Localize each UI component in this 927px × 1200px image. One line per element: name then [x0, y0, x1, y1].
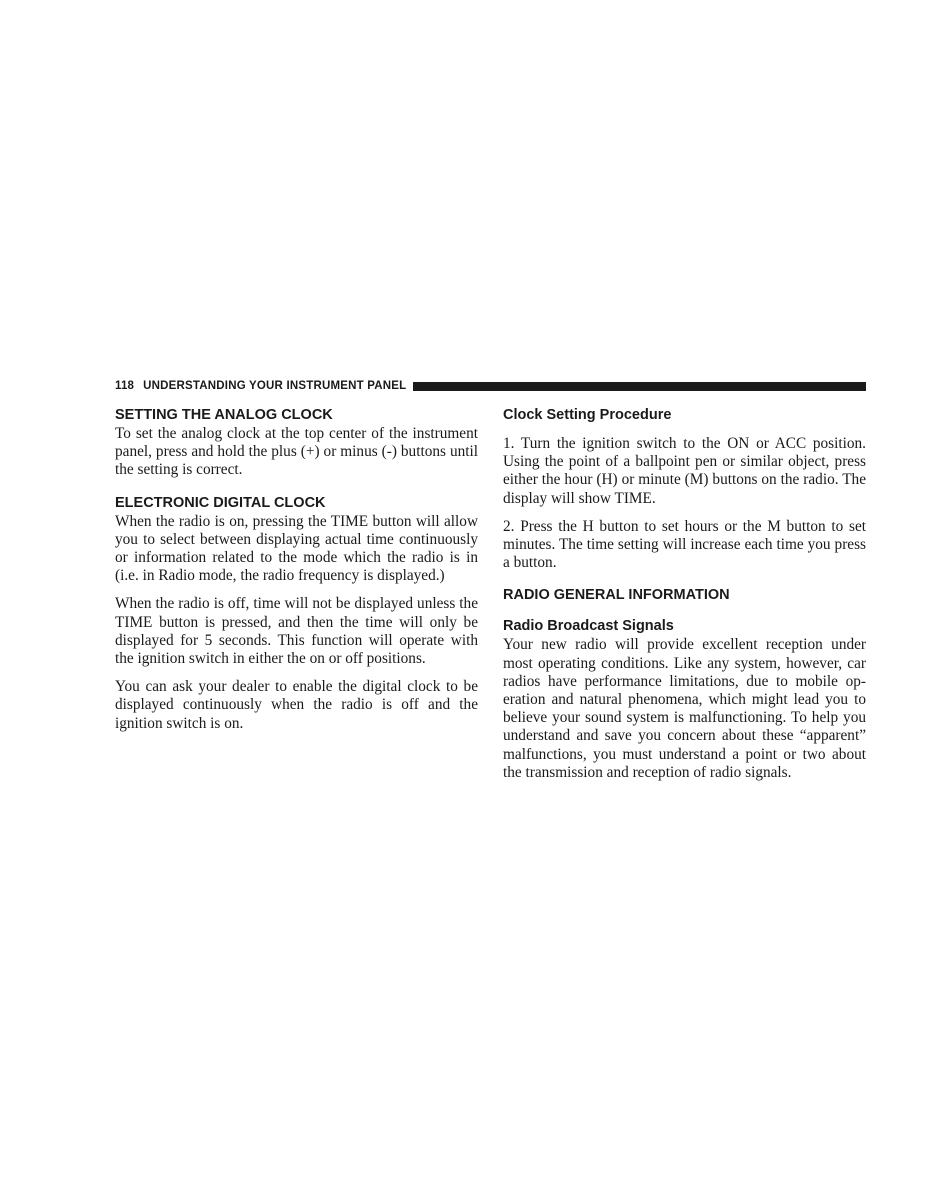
heading-radio-general-information: RADIO GENERAL INFORMATION [503, 587, 730, 604]
right-column [503, 406, 866, 782]
heading-setting-analog-clock: SETTING THE ANALOG CLOCK [115, 407, 333, 423]
page-header [115, 379, 866, 393]
heading-clock-setting-procedure: Clock Setting Procedure [503, 407, 672, 423]
header-rule [413, 382, 866, 391]
paragraph-digital-clock-1: When the radio is on, pressing the TIME button will allow you to select between displaying actual time continuously or information related to the mode which the radio is in (i.e. in Radio mode, the radio frequency is displayed.) [115, 512, 478, 585]
paragraph-procedure-step-1: 1. Turn the ignition switch to the ON or ACC position. Using the point of a ballpoint pen or similar object, press either the hour (H) or minute (M) buttons on the radio. The display will show TIME. [503, 435, 866, 507]
paragraph-digital-clock-3: You can ask your dealer to enable the digital clock to be displayed continuously when the radio is off and the ignition switch is on. [115, 678, 478, 732]
paragraph-procedure-step-2: 2. Press the H button to set hours or the M button to set minutes. The time setting will increase each time you press a button. [503, 517, 866, 572]
paragraph-radio-broadcast-signals: Your new radio will provide excellent reception under most operating conditions. Like any system, however, car radios have performance limitations, due to mobile operation and natural phenomena, which might lead you to believe your sound system is malfunctioning. To help you understand and save you concern about these “apparent” malfunctions, you must understand a point or two about the transmission and reception of radio signals. [503, 636, 866, 781]
paragraph-digital-clock-2: When the radio is off, time will not be displayed unless the TIME button is pressed, and then the time will only be displayed for 5 seconds. This function will operate with the ignition switch in either the on or off positions. [115, 595, 478, 668]
heading-radio-broadcast-signals: Radio Broadcast Signals [503, 618, 674, 635]
running-title: UNDERSTANDING YOUR INSTRUMENT PANEL [143, 380, 407, 392]
left-column [115, 406, 478, 733]
page-number: 118 [115, 380, 135, 392]
heading-electronic-digital-clock: ELECTRONIC DIGITAL CLOCK [115, 494, 326, 511]
paragraph-analog-clock: To set the analog clock at the top center of the instrument panel, press and hold the plus (+) or minus (-) buttons until the setting is correct. [115, 425, 478, 479]
